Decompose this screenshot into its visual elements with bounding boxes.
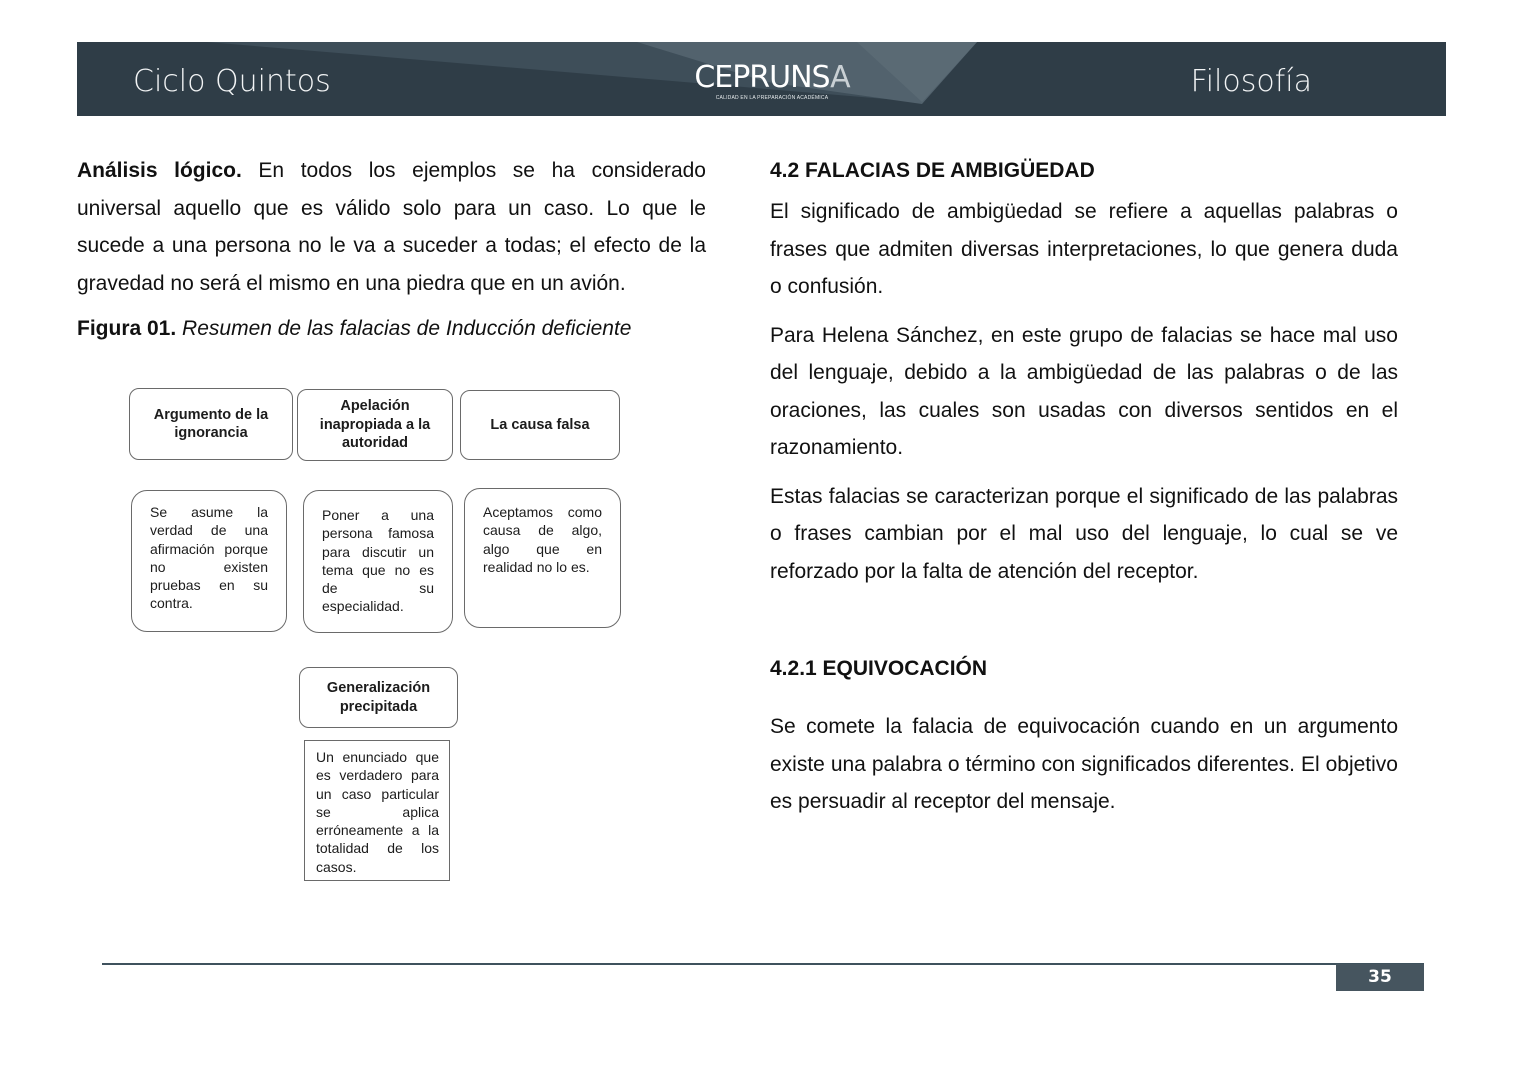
ceprunsa-logo — [687, 62, 857, 101]
section-heading: 4.2 FALACIAS DE AMBIGÜEDAD — [770, 159, 1095, 182]
left-column — [77, 152, 706, 344]
analysis-paragraph — [77, 152, 706, 302]
box-title-ignorance: Argumento de la ignorancia — [129, 388, 293, 460]
box-desc-false-cause: Aceptamos como causa de algo, algo que en realidad no lo es. — [464, 488, 621, 628]
logo-tagline: CALIDAD EN LA PREPARACIÓN ACADÉMICA — [715, 95, 829, 101]
page-number-badge: 35 — [1336, 964, 1424, 991]
footer-rule — [102, 963, 1424, 965]
cycle-title: Ciclo Quintos — [133, 64, 331, 99]
figure-title: Resumen de las falacias de Inducción deficiente — [182, 317, 632, 340]
box-desc-authority: Poner a una persona famosa para discutir un tema que no es de su especialidad. — [303, 490, 453, 633]
paragraph-helena-sanchez: Para Helena Sánchez, en este grupo de falacias se hace mal uso del lenguaje, debido a la ambigüedad de las palabras o de las oraciones, las cuales son usadas con diversos sentidos en el razonamiento. — [770, 323, 1398, 459]
paragraph-ambiguity-definition: El significado de ambigüedad se refiere a aquellas palabras o frases que admiten diversas interpretaciones, lo que genera duda o confusión. — [770, 200, 1398, 298]
box-title-hasty-generalization: Generalización precipitada — [299, 667, 458, 728]
paragraph-characteristics: Estas falacias se caracterizan porque el significado de las palabras o frases cambian por el mal uso del lenguaje, lo cual se ve reforzado por la falta de atención del receptor. — [770, 484, 1398, 583]
figure-caption — [77, 314, 706, 344]
logo-wordmark: CEPRUNS — [694, 60, 831, 95]
page-header — [77, 42, 1446, 116]
right-column — [770, 152, 1398, 821]
figure-label: Figura 01. — [77, 317, 177, 340]
subsection-heading: 4.2.1 EQUIVOCACIÓN — [770, 657, 988, 680]
analysis-lead: Análisis lógico. — [77, 159, 242, 182]
subject-title: Filosofía — [1190, 64, 1312, 99]
paragraph-equivocation: Se comete la falacia de equivocación cuando en un argumento existe una palabra o término con significados diferentes. El objetivo es persuadir al receptor del mensaje. — [770, 715, 1398, 813]
box-title-false-cause: La causa falsa — [460, 390, 620, 460]
box-desc-ignorance: Se asume la verdad de una afirmación porque no existen pruebas en su contra. — [131, 490, 287, 632]
box-title-authority: Apelación inapropiada a la autoridad — [297, 389, 453, 461]
logo-wordmark-accent: A — [830, 60, 850, 95]
analysis-text: En todos los ejemplos se ha considerado universal aquello que es válido solo para un caso. Lo que le sucede a una persona no le va a suceder a todas; el efecto de la gravedad no será el mismo en una piedra que en un avión. — [77, 159, 706, 295]
box-desc-hasty-generalization: Un enunciado que es verdadero para un caso particular se aplica erróneamente a la totalidad de los casos. — [304, 740, 450, 881]
